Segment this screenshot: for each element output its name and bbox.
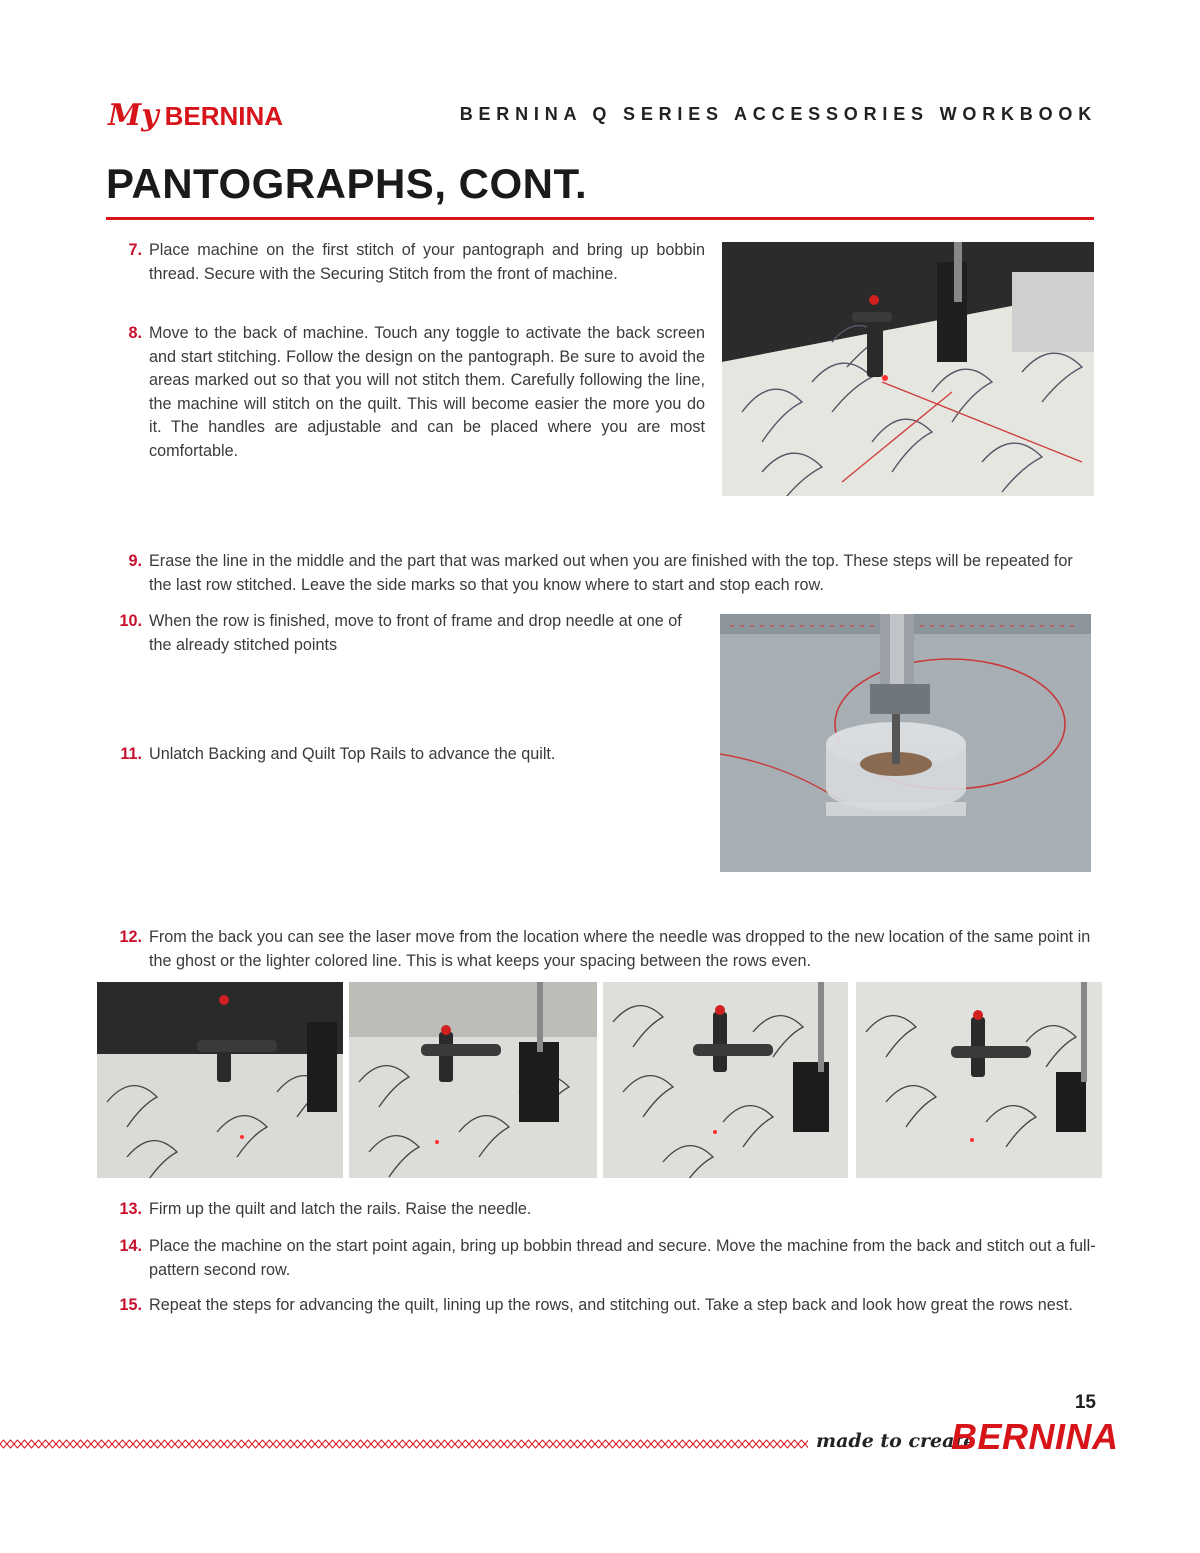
step-text: Firm up the quilt and latch the rails. Raise the needle. [149,1200,532,1218]
step-14 [108,1235,1096,1283]
page-title: PANTOGRAPHS, CONT. [106,160,588,207]
photo-stitching-pantograph [722,242,1094,496]
made-to-create-tagline: made to create [816,1430,976,1452]
step-9 [108,550,1096,598]
step-number: 13. [119,1200,142,1218]
step-text: From the back you can see the laser move from the location where the needle was dropped to the new location of the same point in the ghost or the lighter colored line. This is what keeps your spacing between the rows even. [149,928,1091,970]
workbook-title: BERNINA Q SERIES ACCESSORIES WORKBOOK [459,104,1097,124]
step-number: 8. [128,324,142,342]
step-number: 11. [120,745,142,763]
title-divider [106,217,1094,220]
step-15 [108,1294,1096,1342]
step-number: 10. [119,612,142,630]
step-number: 7. [128,241,142,259]
step-number: 12. [119,928,142,946]
step-text: Move to the back of machine. Touch any toggle to activate the back screen and start stitching. Follow the design on the pantograph. Be sure to avoid the areas marked out so that you will not stitch them. Carefully following the line, the machine will stitch on the quilt. This will become easier the more you do it. The handles are adjustable and can be placed where you are most comfortable. [149,324,705,460]
bernina-footer-logo: BERNINA [951,1416,1119,1457]
step-12 [108,926,1096,974]
step-number: 14. [119,1237,142,1255]
step-8 [108,322,705,464]
step-11 [108,743,705,767]
logo-bernina-text: BERNINA [164,101,284,131]
photo-needle-drop [720,614,1091,872]
step-text: Place machine on the first stitch of your pantograph and bring up bobbin thread. Secure with the Securing Stitch from the front of machine. [149,241,705,283]
photo-laser-sequence-1 [97,982,343,1178]
my-bernina-logo [108,98,283,133]
logo-my-text: My [108,98,159,133]
step-text: When the row is finished, move to front of frame and drop needle at one of the already stitched points [149,612,682,654]
photo-laser-sequence-3 [603,982,848,1178]
step-text: Erase the line in the middle and the part that was marked out when you are finished with the top. These steps will be repeated for the last row stitched. Leave the side marks so that you know where to start and stop each row. [149,552,1073,594]
step-number: 15. [119,1296,142,1314]
decorative-zigzag-border [0,1437,808,1451]
photo-laser-sequence-2 [349,982,597,1178]
page-number: 15 [1074,1392,1096,1413]
step-text: Repeat the steps for advancing the quilt, lining up the rows, and stitching out. Take a step back and look how great the rows nest. [149,1296,1073,1314]
step-text: Unlatch Backing and Quilt Top Rails to advance the quilt. [149,745,556,763]
photo-laser-sequence-4 [856,982,1102,1178]
step-7 [108,239,705,311]
step-number: 9. [128,552,142,570]
step-text: Place the machine on the start point again, bring up bobbin thread and secure. Move the machine from the back and stitch out a full-pattern second row. [149,1237,1096,1279]
step-10 [108,610,705,658]
step-13 [108,1198,1096,1222]
